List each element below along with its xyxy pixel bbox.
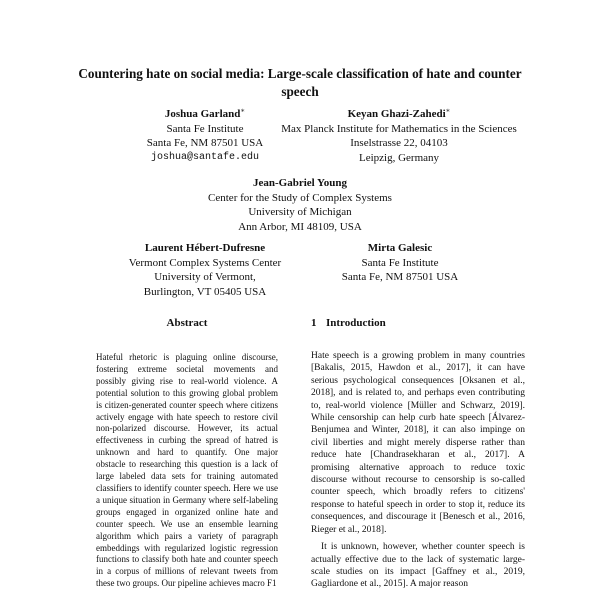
author-name: Laurent Hébert-Dufresne <box>144 242 266 254</box>
section-heading <box>311 316 525 330</box>
author-address: Burlington, VT 05405 USA <box>143 285 267 298</box>
author-affiliation: Max Planck Institute for Mathematics in the Sciences <box>281 122 517 135</box>
author-block <box>325 241 475 285</box>
author-institution: University of Michigan <box>248 206 352 218</box>
author-name: Keyan Ghazi-Zahedi <box>347 108 446 120</box>
author-address: Santa Fe, NM 87501 USA <box>341 271 459 283</box>
author-block <box>120 107 290 165</box>
author-city: Leipzig, Germany <box>358 151 440 164</box>
author-email: joshua@santafe.edu <box>150 151 260 163</box>
author-affiliation: Center for the Study of Complex Systems <box>208 191 392 204</box>
author-address: Ann Arbor, MI 48109, USA <box>238 220 362 233</box>
equal-contribution-mark: ∗ <box>445 106 451 115</box>
section-number: 1 <box>311 317 317 329</box>
author-name: Mirta Galesic <box>367 242 433 254</box>
introduction-section <box>311 316 525 591</box>
equal-contribution-mark: ∗ <box>240 106 246 115</box>
abstract-section <box>96 316 278 590</box>
author-institution: University of Vermont, <box>154 271 256 283</box>
author-address: Santa Fe, NM 87501 USA <box>146 137 264 149</box>
author-affiliation: Vermont Complex Systems Center <box>128 256 282 269</box>
author-name: Joshua Garland <box>164 108 241 120</box>
abstract-text: Hateful rhetoric is plaguing online discourse, fostering extreme societal movements and possibly giving rise to real-world violence. A potential solution to this growing global problem is citizen-generated counter speech where citizens actively engage with hate speech to restore civil non-polarized discourse. However, its actual effectiveness in curbing the spread of hatred is unknown and hard to quantify. One major obstacle to researching this question is a lack of large labeled data sets for training automated classifiers to identify counter speech. Here we use a unique situation in Germany where self-labeling groups engaged in organized online hate and counter speech. We use an ensemble learning algorithm which pairs a variety of paragraph embeddings with regularized logistic regression functions to classify both hate and counter speech in a corpus of millions of relevant tweets from these two groups. Our pipeline achieves macro F1 <box>96 352 278 589</box>
intro-paragraph: Hate speech is a growing problem in many countries [Bakalis, 2015, Hawdon et al., 2017], it can have serious psychological consequences [Oksanen et al., 2018], and is related to, and perhaps even contributing to, real-world violence [Müller and Schwarz, 2019]. While censorship can help curb hate speech [Álvarez-Benjumea and Winter, 2018], it can also impinge on civil liberties and might merely disperse rather than reduce hate [Chandrasekharan et al., 2017]. A promising alternative approach to reduce toxic discourse without recourse to censorship is so-called counter speech, which broadly refers to citizens' response to hateful speech in order to stop it, reduce its consequences, and discourage it [Benesch et al., 2016, Rieger et al., 2018]. <box>311 351 525 535</box>
intro-paragraph: It is unknown, however, whether counter speech is actually effective due to the lack of systematic large-scale studies on its impact [Gaffney et al., 2019, Gagliardone et al., 2015]. A major reason <box>311 542 525 590</box>
author-name: Jean-Gabriel Young <box>252 177 347 189</box>
author-block <box>110 241 300 299</box>
author-address: Inselstrasse 22, 04103 <box>350 137 448 149</box>
paper-title: Countering hate on social media: Large-scale classification of hate and counter speech <box>78 66 522 99</box>
abstract-heading: Abstract <box>166 317 208 329</box>
section-title: Introduction <box>326 317 386 329</box>
author-affiliation: Santa Fe Institute <box>361 256 439 269</box>
author-affiliation: Santa Fe Institute <box>166 122 244 135</box>
author-block <box>266 107 532 165</box>
author-block <box>180 176 420 234</box>
